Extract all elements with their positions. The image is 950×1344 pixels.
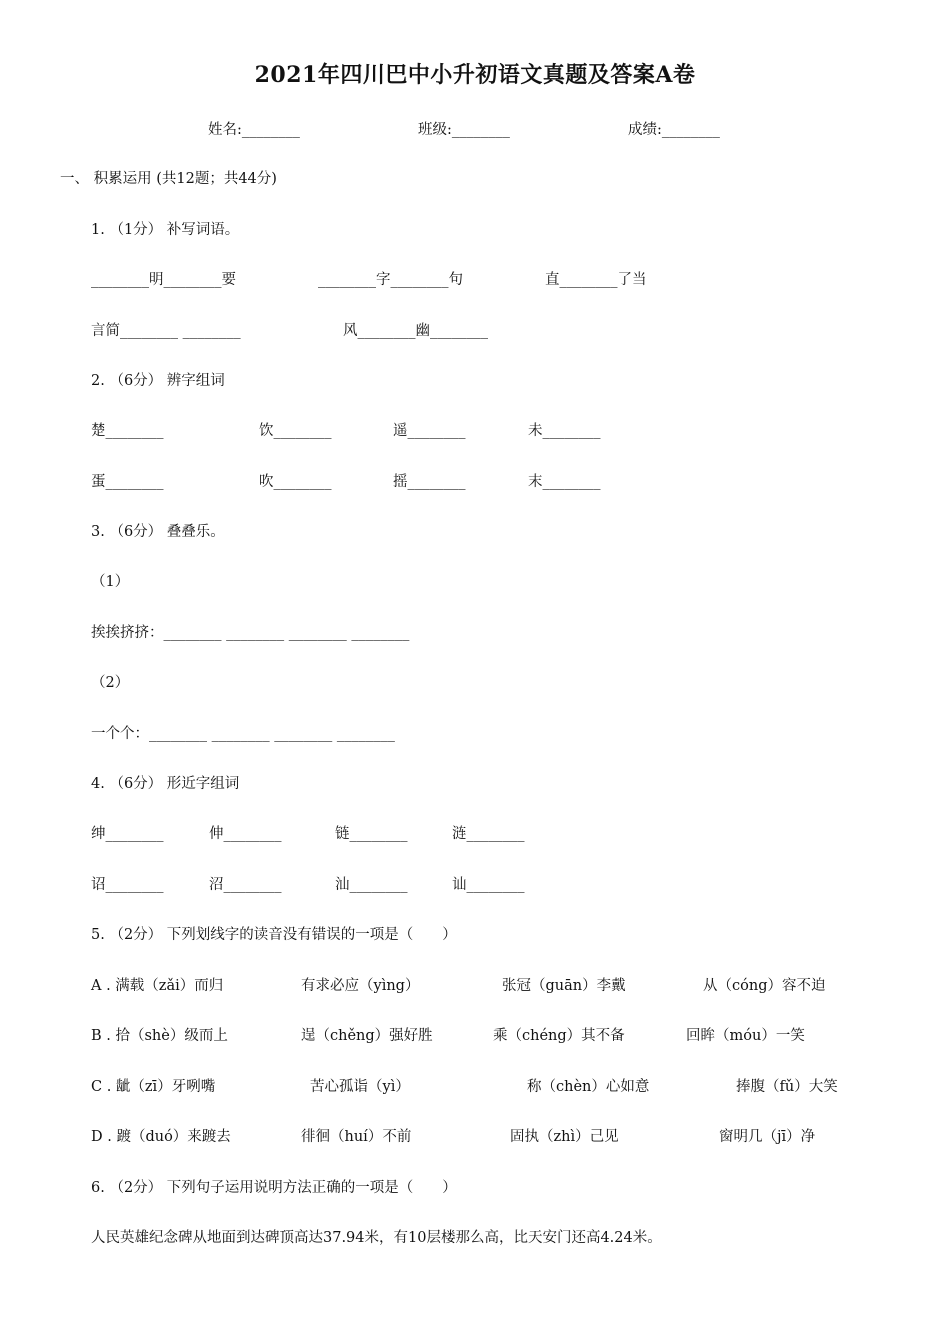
q2-blank-item[interactable]: 蛋________ bbox=[91, 474, 164, 490]
q1-blank-item[interactable]: 言简________ ________ bbox=[91, 323, 241, 339]
q5-option-b-item: 逞（chěng）强好胜 bbox=[301, 1028, 433, 1044]
q4-blank-item[interactable]: 诏________ bbox=[91, 877, 164, 893]
q5-option-a-item: 从（cóng）容不迫 bbox=[703, 978, 826, 994]
q5-option-d-item: 窗明几（jī）净 bbox=[719, 1129, 816, 1145]
name-field[interactable]: 姓名:________ bbox=[208, 122, 300, 138]
q5-option-a[interactable]: A . 满载（zǎi）而归 bbox=[91, 978, 224, 994]
q2-blank-item[interactable]: 吹________ bbox=[259, 474, 332, 490]
q3-part-label: （1） bbox=[91, 574, 130, 590]
question-6-heading: 6. （2分） 下列句子运用说明方法正确的一项是（ ） bbox=[91, 1180, 457, 1196]
q2-blank-item[interactable]: 楚________ bbox=[91, 423, 164, 439]
q2-blank-item[interactable]: 遥________ bbox=[393, 423, 466, 439]
question-2-heading: 2. （6分） 辨字组词 bbox=[91, 373, 225, 389]
q5-option-a-item: 张冠（guān）李戴 bbox=[502, 978, 626, 994]
q5-option-b-item: 乘（chéng）其不备 bbox=[493, 1028, 625, 1044]
page-title: 2021年四川巴中小升初语文真题及答案A卷 bbox=[254, 62, 696, 88]
class-field[interactable]: 班级:________ bbox=[418, 122, 510, 138]
q5-option-d-item: 固执（zhì）己见 bbox=[510, 1129, 619, 1145]
q4-blank-item[interactable]: 汕________ bbox=[335, 877, 408, 893]
q6-passage: 人民英雄纪念碑从地面到达碑顶高达37.94米，有10层楼那么高，比天安门还高4.24米。 bbox=[91, 1230, 662, 1246]
q1-blank-item[interactable]: 风________幽________ bbox=[343, 323, 488, 339]
question-5-heading: 5. （2分） 下列划线字的读音没有错误的一项是（ ） bbox=[91, 927, 457, 943]
q2-blank-item[interactable]: 未________ bbox=[528, 423, 601, 439]
q5-option-c[interactable]: C . 龇（zī）牙咧嘴 bbox=[91, 1079, 216, 1095]
q5-option-c-item: 苦心孤诣（yì） bbox=[310, 1079, 410, 1095]
q2-blank-item[interactable]: 摇________ bbox=[393, 474, 466, 490]
q4-blank-item[interactable]: 讪________ bbox=[452, 877, 525, 893]
q5-option-a-item: 有求必应（yìng） bbox=[301, 978, 420, 994]
q4-blank-item[interactable]: 涟________ bbox=[452, 826, 525, 842]
q2-blank-item[interactable]: 末________ bbox=[528, 474, 601, 490]
q1-blank-item[interactable]: ________明________要 bbox=[91, 272, 236, 288]
q3-part-label: （2） bbox=[91, 675, 130, 691]
question-4-heading: 4. （6分） 形近字组词 bbox=[91, 776, 240, 792]
q5-option-d-item: 徘徊（huí）不前 bbox=[301, 1129, 412, 1145]
q3-blank-line[interactable]: 一个个：________ ________ ________ ________ bbox=[91, 726, 395, 742]
q5-option-c-item: 称（chèn）心如意 bbox=[527, 1079, 650, 1095]
q1-blank-item[interactable]: ________字________句 bbox=[318, 272, 463, 288]
score-field[interactable]: 成绩:________ bbox=[628, 122, 720, 138]
q4-blank-item[interactable]: 沼________ bbox=[209, 877, 282, 893]
q4-blank-item[interactable]: 伸________ bbox=[209, 826, 282, 842]
q2-blank-item[interactable]: 饮________ bbox=[259, 423, 332, 439]
q5-option-b-item: 回眸（móu）一笑 bbox=[686, 1028, 805, 1044]
q4-blank-item[interactable]: 链________ bbox=[335, 826, 408, 842]
q1-blank-item[interactable]: 直________了当 bbox=[545, 272, 647, 288]
q4-blank-item[interactable]: 绅________ bbox=[91, 826, 164, 842]
q5-option-b[interactable]: B . 拾（shè）级而上 bbox=[91, 1028, 228, 1044]
question-1-heading: 1. （1分） 补写词语。 bbox=[91, 222, 240, 238]
q5-option-d[interactable]: D . 踱（duó）来踱去 bbox=[91, 1129, 231, 1145]
q3-blank-line[interactable]: 挨挨挤挤：________ ________ ________ ________ bbox=[91, 625, 410, 641]
section-heading: 一、 积累运用 (共12题；共44分) bbox=[60, 171, 277, 187]
question-3-heading: 3. （6分） 叠叠乐。 bbox=[91, 524, 225, 540]
q5-option-c-item: 捧腹（fǔ）大笑 bbox=[736, 1079, 838, 1095]
